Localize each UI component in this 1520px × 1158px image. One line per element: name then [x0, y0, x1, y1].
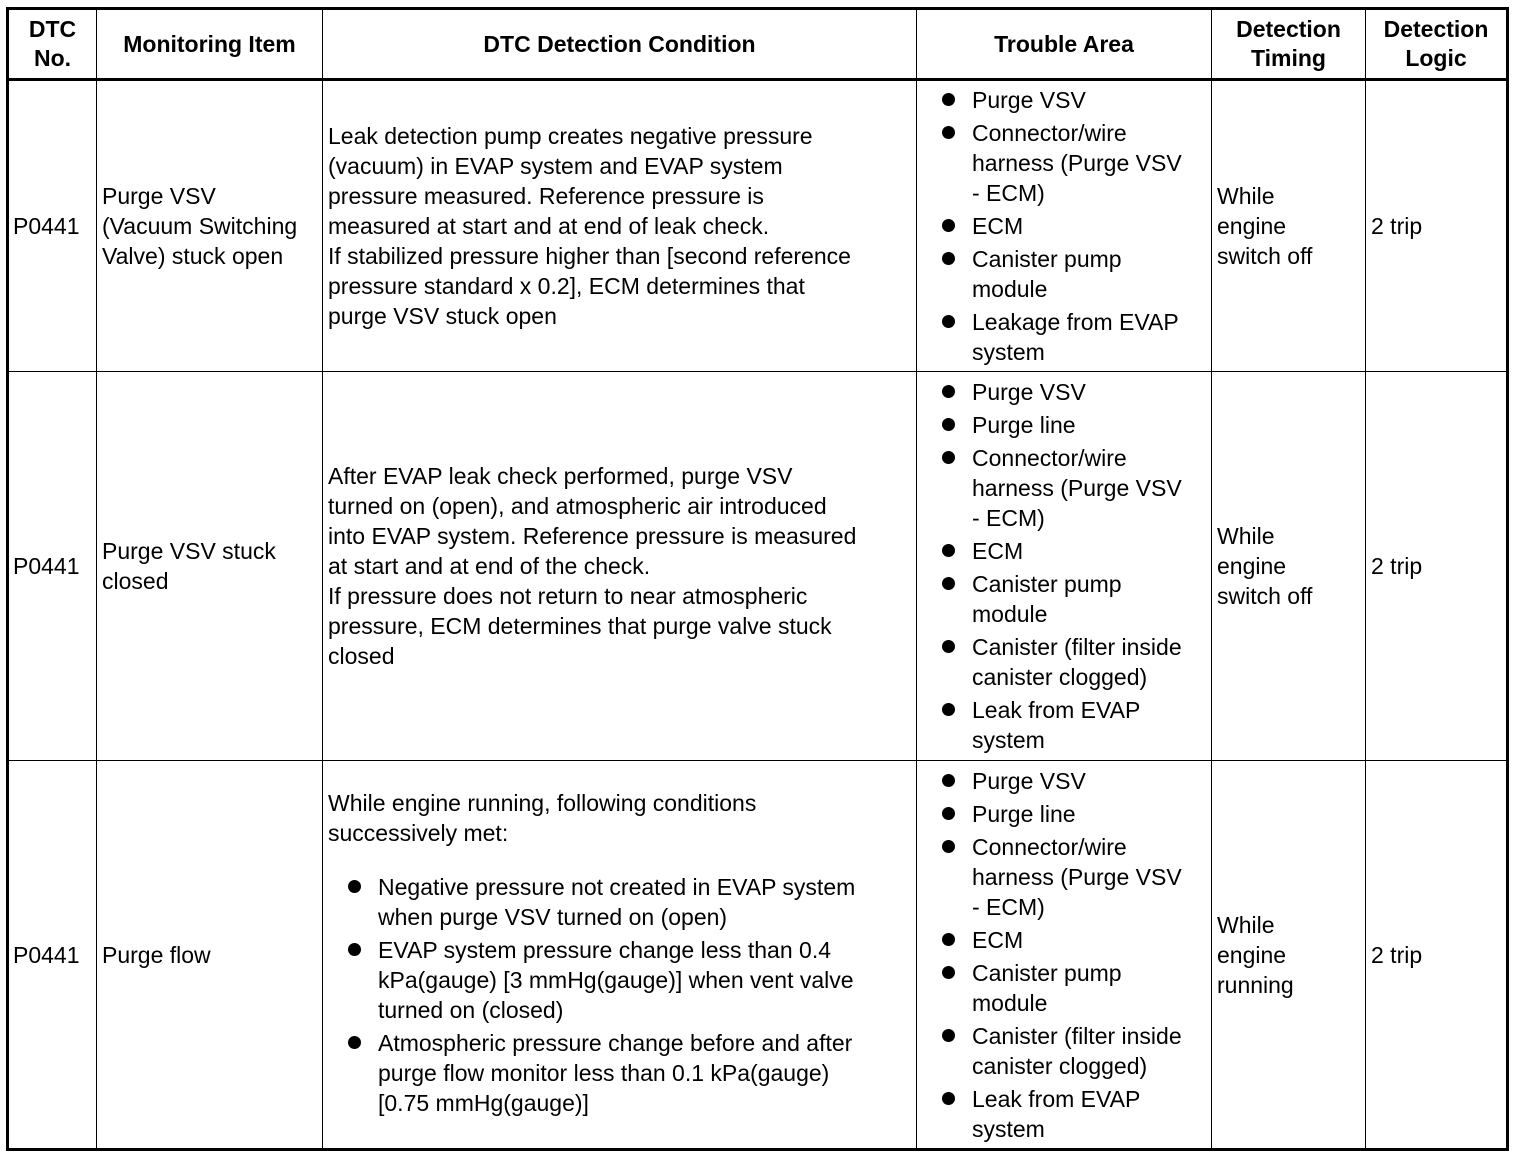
detection-timing-cell: [1212, 80, 1366, 372]
text-line: Canister pump: [972, 246, 1122, 272]
dtc-code-cell: P0441: [8, 761, 97, 1150]
text-line: Atmospheric pressure change before and after: [378, 1030, 853, 1056]
detection-condition-cell: [323, 761, 917, 1150]
header-monitoring-item: Monitoring Item: [97, 9, 323, 80]
text-line: ECM: [972, 538, 1024, 564]
header-detection-logic-line: Logic: [1405, 45, 1467, 71]
list-item: [922, 632, 1206, 692]
text-line: pressure measured. Reference pressure is: [328, 183, 764, 209]
text-line: Purge VSV: [972, 87, 1086, 113]
detection-logic-cell: 2 trip: [1366, 761, 1508, 1150]
text-line: engine: [1217, 553, 1287, 579]
text-line: turned on (open), and atmospheric air introduced: [328, 493, 827, 519]
text-line: canister clogged): [972, 664, 1148, 690]
list-item: [922, 958, 1206, 1018]
text-line: purge VSV stuck open: [328, 303, 557, 329]
trouble-area-list: [922, 85, 1206, 367]
text-line: harness (Purge VSV: [972, 475, 1182, 501]
text-line: measured at start and at end of leak check.: [328, 213, 770, 239]
text-line: system: [972, 339, 1045, 365]
text-line: into EVAP system. Reference pressure is measured: [328, 523, 857, 549]
text-line: (vacuum) in EVAP system and EVAP system: [328, 153, 783, 179]
header-dtc-no: [8, 9, 97, 80]
text-line: module: [972, 276, 1048, 302]
list-item: [922, 695, 1206, 755]
text-line: purge flow monitor less than 0.1 kPa(gauge): [378, 1060, 830, 1086]
list-item: [922, 118, 1206, 208]
text-line: Leak detection pump creates negative pressure: [328, 123, 813, 149]
text-line: Purge VSV: [102, 183, 216, 209]
text-line: Leak from EVAP: [972, 1085, 1141, 1112]
detection-logic-cell: 2 trip: [1366, 80, 1508, 372]
text-line: engine: [1217, 941, 1287, 968]
text-line: module: [972, 601, 1048, 627]
list-item: [922, 569, 1206, 629]
trouble-area-cell: [917, 80, 1212, 372]
text-line: Purge flow: [102, 941, 211, 968]
trouble-area-list: [922, 766, 1206, 1144]
text-line: Canister pump: [972, 571, 1122, 597]
text-line: harness (Purge VSV: [972, 863, 1182, 890]
text-line: module: [972, 989, 1048, 1016]
text-line: Purge line: [972, 412, 1076, 438]
list-item: [922, 244, 1206, 304]
list-item: [922, 1021, 1206, 1081]
list-item: [328, 935, 911, 1025]
text-line: Purge VSV: [972, 767, 1086, 794]
text-line: engine: [1217, 213, 1287, 239]
text-line: While: [1217, 911, 1275, 938]
text-line: ECM: [972, 213, 1024, 239]
header-row: [8, 9, 1508, 80]
text-line: - ECM): [972, 505, 1045, 531]
text-line: Valve) stuck open: [102, 243, 284, 269]
text-line: - ECM): [972, 893, 1045, 920]
text-line: While: [1217, 183, 1275, 209]
text-line: harness (Purge VSV: [972, 150, 1182, 176]
text-line: system: [972, 1115, 1045, 1142]
text-line: ECM: [972, 926, 1024, 953]
list-item: [328, 1028, 911, 1118]
text-line: Connector/wire: [972, 833, 1127, 860]
text-line: After EVAP leak check performed, purge VSV: [328, 463, 793, 489]
text-line: pressure standard x 0.2], ECM determines that: [328, 273, 805, 299]
table-row: [8, 372, 1508, 761]
list-item: [922, 377, 1206, 407]
monitoring-item-cell: [97, 761, 323, 1150]
header-dtc-no-line: DTC: [28, 16, 77, 42]
text-line: Negative pressure not created in EVAP system: [378, 874, 856, 900]
text-line: While engine running, following conditions: [328, 790, 757, 816]
text-line: kPa(gauge) [3 mmHg(gauge)] when vent valve: [378, 967, 854, 993]
text-line: closed: [102, 568, 169, 594]
trouble-area-cell: [917, 761, 1212, 1150]
header-detection-logic: [1366, 9, 1508, 80]
header-detection-timing: [1212, 9, 1366, 80]
text-line: successively met:: [328, 820, 509, 846]
table-row: [8, 80, 1508, 372]
text-line: at start and at end of the check.: [328, 553, 651, 579]
detection-logic-cell: 2 trip: [1366, 372, 1508, 761]
text-line: when purge VSV turned on (open): [378, 904, 728, 930]
detection-timing-cell: [1212, 761, 1366, 1150]
text-line: closed: [328, 643, 395, 669]
text-line: Canister (filter inside: [972, 634, 1182, 660]
text-line: Purge line: [972, 800, 1076, 827]
text-line: EVAP system pressure change less than 0.4: [378, 937, 832, 963]
text-line: Purge VSV: [972, 379, 1086, 405]
detection-timing-cell: [1212, 372, 1366, 761]
header-detection-logic-line: Detection: [1383, 16, 1489, 42]
list-item: [922, 925, 1206, 955]
text-line: canister clogged): [972, 1052, 1148, 1079]
text-line: pressure, ECM determines that purge valve stuck: [328, 613, 832, 639]
list-item: [922, 211, 1206, 241]
dtc-code-cell: P0441: [8, 372, 97, 761]
text-line: Connector/wire: [972, 120, 1127, 146]
text-line: (Vacuum Switching: [102, 213, 298, 239]
text-line: Leak from EVAP: [972, 697, 1141, 723]
list-item: [922, 443, 1206, 533]
condition-list: [328, 872, 911, 1118]
dtc-table: [6, 7, 1509, 1151]
list-item: [922, 766, 1206, 796]
list-item: [922, 536, 1206, 566]
list-item: [922, 85, 1206, 115]
text-line: Canister pump: [972, 959, 1122, 986]
list-item: [328, 872, 911, 932]
monitoring-item-cell: [97, 372, 323, 761]
list-item: [922, 832, 1206, 922]
list-item: [922, 1084, 1206, 1144]
text-line: Purge VSV stuck: [102, 538, 276, 564]
text-line: [0.75 mmHg(gauge)]: [378, 1090, 589, 1116]
detection-condition-cell: [323, 372, 917, 761]
text-line: switch off: [1217, 243, 1313, 269]
text-line: running: [1217, 971, 1294, 998]
list-item: [922, 307, 1206, 367]
header-trouble-area: Trouble Area: [917, 9, 1212, 80]
text-line: Leakage from EVAP: [972, 309, 1179, 335]
text-line: If stabilized pressure higher than [second reference: [328, 243, 851, 269]
text-line: turned on (closed): [378, 997, 564, 1023]
text-line: Connector/wire: [972, 445, 1127, 471]
header-detection-timing-line: Detection: [1236, 16, 1341, 42]
text-line: If pressure does not return to near atmospheric: [328, 583, 808, 609]
text-line: switch off: [1217, 583, 1313, 609]
text-line: Canister (filter inside: [972, 1022, 1182, 1049]
list-item: [922, 410, 1206, 440]
text-line: system: [972, 727, 1045, 753]
text-line: - ECM): [972, 180, 1045, 206]
header-dtc-no-line: No.: [33, 45, 72, 71]
dtc-code-cell: P0441: [8, 80, 97, 372]
monitoring-item-cell: [97, 80, 323, 372]
header-detection-timing-line: Timing: [1251, 45, 1326, 71]
trouble-area-list: [922, 377, 1206, 755]
trouble-area-cell: [917, 372, 1212, 761]
header-detection-condition: DTC Detection Condition: [323, 9, 917, 80]
table-row: [8, 761, 1508, 1150]
list-item: [922, 799, 1206, 829]
detection-condition-cell: [323, 80, 917, 372]
text-line: While: [1217, 523, 1275, 549]
